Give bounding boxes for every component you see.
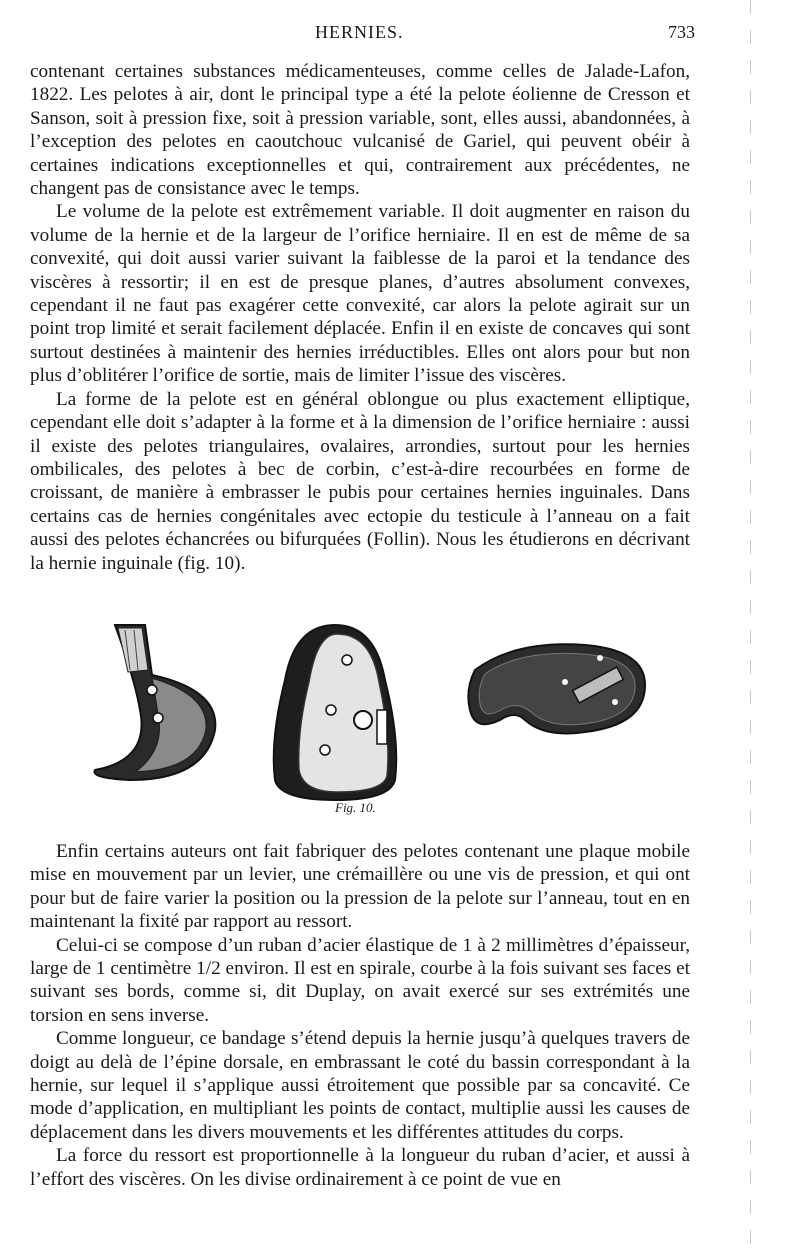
paragraph: Comme longueur, ce bandage s’étend depuis la hernie jusqu’à quelques travers de doigt au delà de l’épine dorsale, en embrassant le coté du bassin correspondant à la hernie, sur lequel il s’applique aussi étroitement que possible par sa concavité. Ce mode d’application, en multipliant les points de contact, multiplie aussi les causes de déplacement dans les divers mouvements et les différentes attitudes du corps. bbox=[30, 1028, 690, 1143]
paragraph: Celui-ci se compose d’un ruban d’acier élastique de 1 à 2 millimètres d’épaisseur, large de 1 centimètre 1/2 environ. Il est en spirale, courbe à la fois suivant ses faces et suivant ses bords, comme si, dit Duplay, on avait exercé sur ses extrémités une torsion en sens inverse. bbox=[30, 934, 690, 1026]
figure-10 bbox=[50, 620, 670, 830]
figure-caption: Fig. 10. bbox=[335, 800, 376, 815]
crescent-pad-illustration bbox=[70, 620, 240, 790]
triangular-pad-icon bbox=[274, 625, 397, 800]
page-edge-rule bbox=[750, 0, 751, 1253]
paragraph: Enfin certains auteurs ont fait fabriquer des pelotes contenant une plaque mobile mise en mouvement par un levier, une crémaillère ou une vis de pression, et qui ont pour but de faire varier la position ou la pression de la pelote sur l’anneau, tout en en maintenant la fixité par rapport au ressort. bbox=[30, 841, 690, 933]
page-number: 733 bbox=[668, 22, 695, 42]
triangular-pad-illustration bbox=[265, 620, 405, 805]
palette-pad-icon bbox=[468, 644, 645, 733]
book-page bbox=[30, 0, 695, 1253]
running-title: HERNIES. bbox=[315, 22, 404, 42]
paragraph: La forme de la pelote est en général oblongue ou plus exactement elliptique, cependant elle doit s’adapter à la forme et à la dimension de l’orifice herniaire : aussi il existe des pelotes triangulaires, ovalaires, arrondies, surtout pour les hernies ombilicales, des pelotes à bec de corbin, c’est-à-dire recourbées en forme de croissant, de manière à embrasser le pubis pour certaines hernies inguinales. Dans certains cas de hernies congénitales avec ectopie du testicule à l’anneau on a fait aussi des pelotes échancrées ou bifurquées (Follin). Nous les étudierons en décrivant la hernie inguinale (fig. 10). bbox=[30, 388, 690, 574]
paragraph: contenant certaines substances médicamenteuses, comme celles de Jalade-Lafon, 1822. Les pelotes à air, dont le principal type a été la pelote éolienne de Cresson et Sanson, soit à pression fixe, soit à pression variable, sont, elles aussi, abandonnées, à l’exception des pelotes en caoutchouc vulcanisé de Gariel, qui peuvent obéir à certaines indications exceptionnelles et qui, contrairement aux précédentes, ne changent pas de consistance avec le temps. bbox=[30, 61, 690, 200]
paragraph: Le volume de la pelote est extrêmement variable. Il doit augmenter en raison du volume de la hernie et de la largeur de l’orifice herniaire. Il en est de même de sa convexité, qui doit aussi varier suivant la faiblesse de la paroi et la tendance des viscères à ressortir; il en est de presque planes, d’autres absolument convexes, cependant il ne faut pas exagérer cette convexité, car alors la pelote agirait sur un point trop limité et serait facilement déplacée. Enfin il en existe de concaves qui sont surtout destinées à maintenir des hernies irréductibles. Elles ont alors pour but non plus d’oblitérer l’orifice de sortie, mais de limiter l’issue des viscères. bbox=[30, 201, 690, 387]
paragraph: La force du ressort est proportionnelle à la longueur du ruban d’acier, et aussi à l’effort des viscères. On les divise ordinairement à ce point de vue en bbox=[30, 1145, 690, 1190]
crescent-pad-icon bbox=[94, 625, 215, 780]
text-block-top bbox=[30, 60, 690, 575]
palette-pad-illustration bbox=[455, 620, 655, 740]
text-block-bottom bbox=[30, 840, 690, 1191]
page-header bbox=[30, 22, 695, 46]
